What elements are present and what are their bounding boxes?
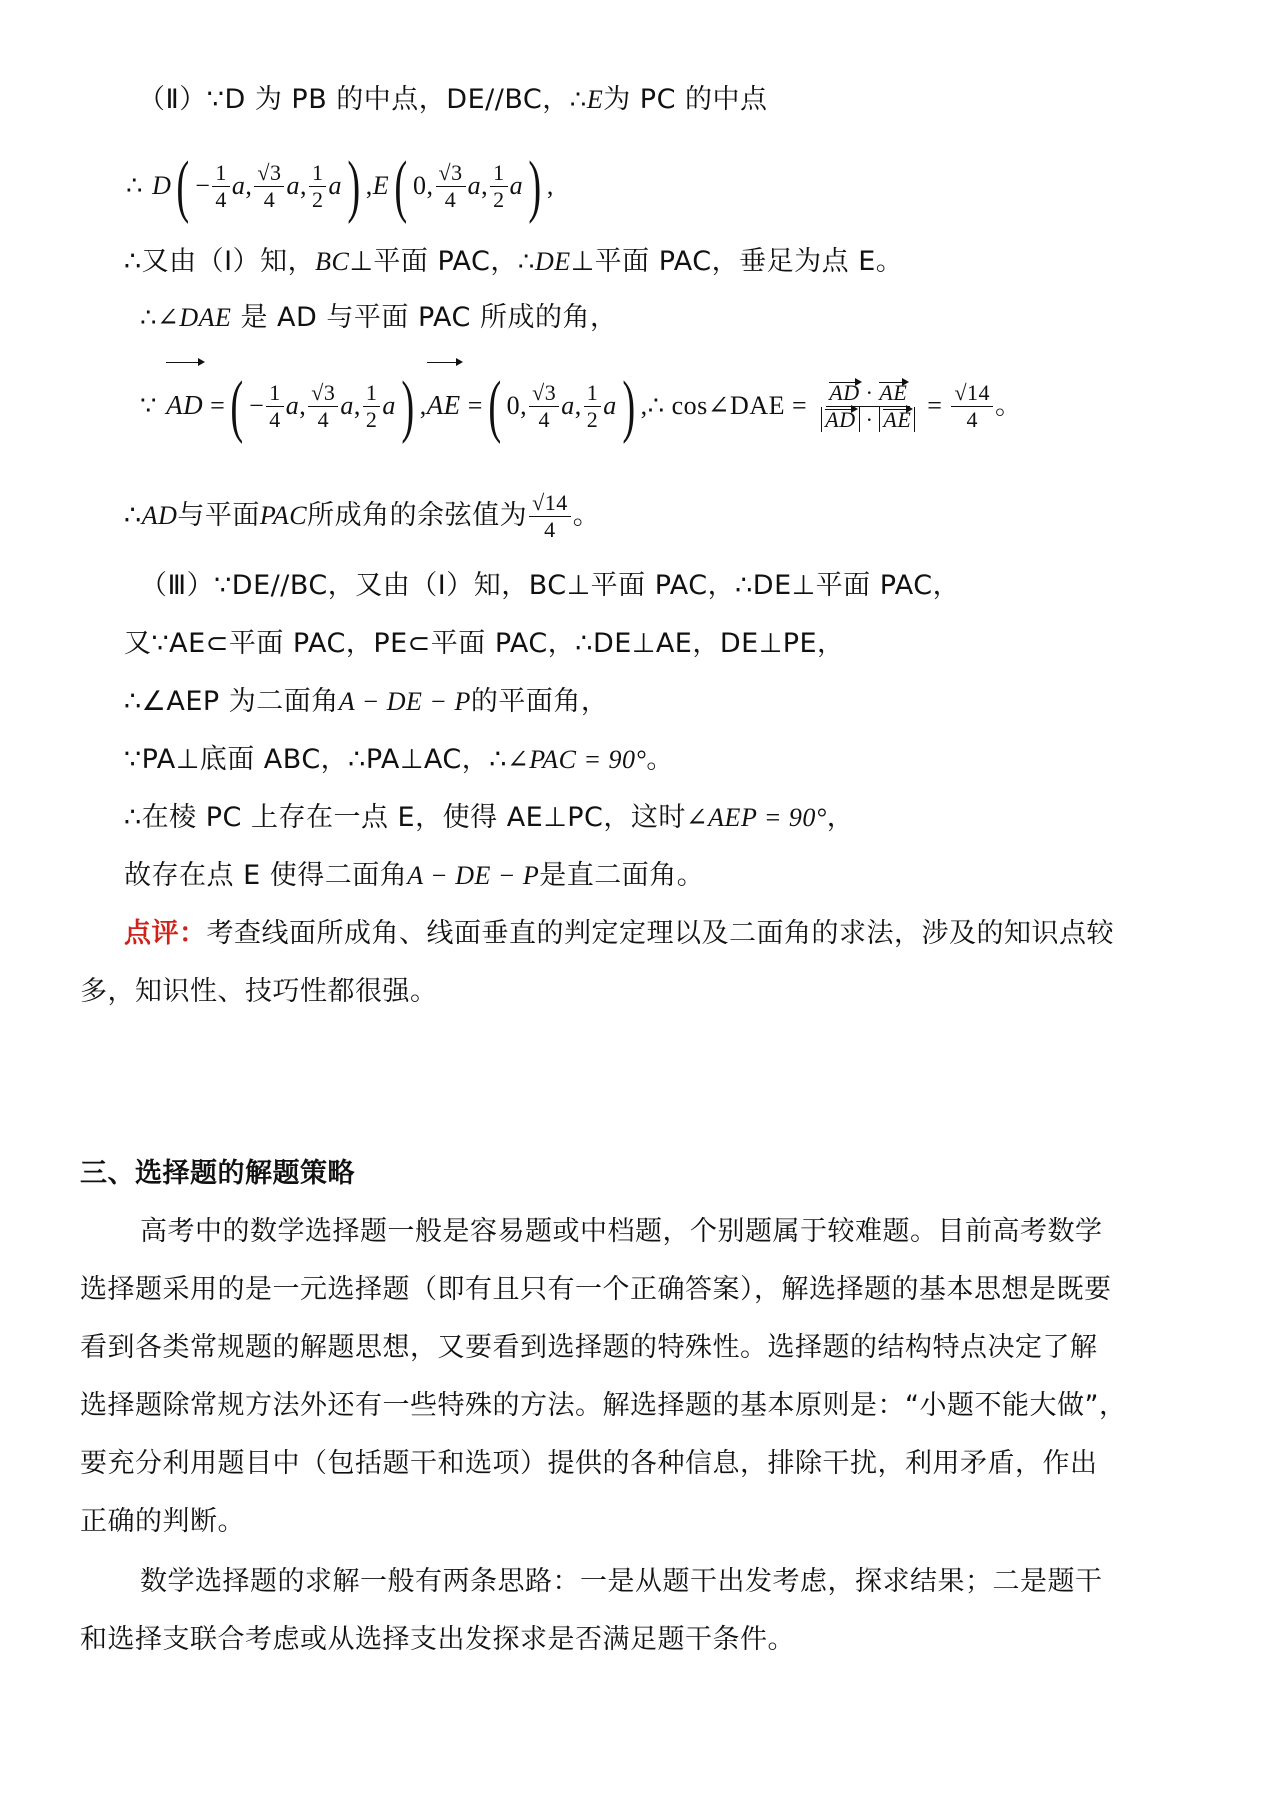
paragraph1-line3: 看到各类常规题的解题思想，又要看到选择题的特殊性。选择题的结构特点决定了解 [80,1332,1098,1363]
paragraph2-line2: 和选择支联合考虑或从选择支出发探求是否满足题干条件。 [80,1624,795,1655]
text: 。 [572,500,601,531]
comment-line2: 多，知识性、技巧性都很强。 [80,976,438,1007]
text: 的平面角， [470,686,609,717]
text: 为 PC 的中点 [603,84,768,115]
result-fraction: $\frac{√14}{4}$ [951,380,993,433]
text: 。 [646,744,674,775]
text: ∴又由（Ⅰ）知， [124,246,316,277]
paragraph2-line1: 数学选择题的求解一般有两条思路：一是从题干出发考虑，探求结果；二是题干 [140,1566,1103,1597]
part2-line4 [140,298,617,338]
text: 是 AD 与平面 PAC 所成的角， [240,302,618,333]
text: ⊥平面 PAC， [349,246,518,277]
math-e: E [586,85,604,114]
paren-left: ( [176,147,190,225]
part2-vector-line: ∵ AD =( − $\frac{1}{4}$ a, $\frac{√3}{4}$ a, $\frac{1}{2}$ a) ,AE =( 0, $\frac{√3}{4}$ a, $\frac{1}{2}$ a) ,∴ cos∠DAE = $\frac{AD \cdot AE}{AD \cdot AE}$ = $\frac{√14}{4}$ 。 [140,360,1023,450]
fraction: $\frac{√3}{4}$ [436,160,466,213]
fraction: $\frac{1}{4}$ [212,160,230,213]
text: ∵PA⊥底面 ABC，∴PA⊥AC，∴ [124,744,507,775]
paren-right: ) [528,147,542,225]
text: ∴在棱 PC 上存在一点 E，使得 AE⊥PC，这时 [124,802,686,833]
fraction: $\frac{1}{2}$ [490,160,508,213]
comment-text: 考查线面所成角、线面垂直的判定定理以及二面角的求法，涉及的知识点较 [206,918,1114,949]
paren-left: ( [488,367,502,445]
paren-right: ) [401,367,415,445]
fraction: $\frac{√3}{4}$ [254,160,284,213]
part3-line1: （Ⅲ）∵DE//BC，又由（Ⅰ）知，BC⊥平面 PAC，∴DE⊥平面 PAC， [140,570,961,601]
minus: − [195,171,211,200]
text: 是直二面角。 [539,860,705,891]
paren-left: ( [230,367,244,445]
part2-line1 [138,80,768,120]
section-heading: 三、选择题的解题策略 [80,1158,355,1189]
part2-coords-line: ∴ D( − $\frac{1}{4}$ a, $\frac{√3}{4}$ a, $\frac{1}{2}$ a) ,E( 0, $\frac{√3}{4}$ a, $\frac{1}{2}$ a) , [126,147,554,225]
therefore-symbol: ∴ [140,303,158,332]
part3-line5 [124,798,854,838]
because-symbol: ∵ [140,391,158,420]
comment-label: 点评： [124,918,207,949]
part3-line4 [124,740,674,780]
paren-left: ( [394,147,408,225]
math-angle-aep: ∠AEP = 90° [685,803,827,832]
math-de: DE [534,247,571,276]
text: 所成角的余弦值为 [307,500,528,531]
text: ⊥平面 PAC，垂足为点 E。 [570,246,904,277]
cos-expression: ∴ cos∠DAE = [647,391,808,420]
paragraph1-line6: 正确的判断。 [80,1506,245,1537]
paren-right: ) [622,367,636,445]
paren-right: ) [347,147,361,225]
part3-line2: 又∵AE⊂平面 PAC，PE⊂平面 PAC，∴DE⊥AE，DE⊥PE， [124,628,845,659]
math-dihedral: A − DE − P [338,687,471,716]
text: 。 [995,390,1023,421]
vector-ad: AD [166,360,203,450]
paragraph1-line1: 高考中的数学选择题一般是容易题或中档题，个别题属于较难题。目前高考数学 [140,1216,1103,1247]
cos-fraction: $\frac{AD \cdot AE}{AD \cdot AE}$ [818,380,918,433]
math-pac: PAC [259,501,308,530]
part2-line6 [124,486,600,546]
therefore-symbol: ∴ [517,247,535,276]
text: ∴∠AEP 为二面角 [124,686,339,717]
cosine-value-fraction: $\frac{√14}{4}$ [529,490,571,543]
text: ， [826,802,855,833]
therefore-symbol: ∴ [569,85,587,114]
point-e: E [372,171,390,200]
paragraph1-line5: 要充分利用题目中（包括题干和选项）提供的各种信息，排除干扰，利用矛盾，作出 [80,1448,1098,1479]
math-bc: BC [315,247,350,276]
fraction: $\frac{1}{2}$ [309,160,327,213]
angle-dae: ∠DAE [157,303,232,332]
math-angle-pac: ∠PAC = 90° [506,745,647,774]
comment-line1 [124,914,1114,954]
paragraph1-line4: 选择题除常规方法外还有一些特殊的方法。解选择题的基本原则是：“小题不能大做”， [80,1390,1127,1421]
point-d: D [152,171,172,200]
therefore-symbol: ∴ [126,171,144,200]
part3-line3 [124,682,608,722]
text: 与平面 [177,500,260,531]
paragraph1-line2: 选择题采用的是一元选择题（即有且只有一个正确答案），解选择题的基本思想是既要 [80,1274,1112,1305]
part2-line3 [124,242,903,282]
text: 故存在点 E 使得二面角 [124,860,408,891]
math-ad: AD [141,501,178,530]
vector-ae: AE [427,360,461,450]
math-dihedral: A − DE − P [407,861,540,890]
text: （Ⅱ）∵D 为 PB 的中点，DE//BC， [138,84,570,115]
part3-line6 [124,856,704,896]
therefore-symbol: ∴ [124,500,142,531]
